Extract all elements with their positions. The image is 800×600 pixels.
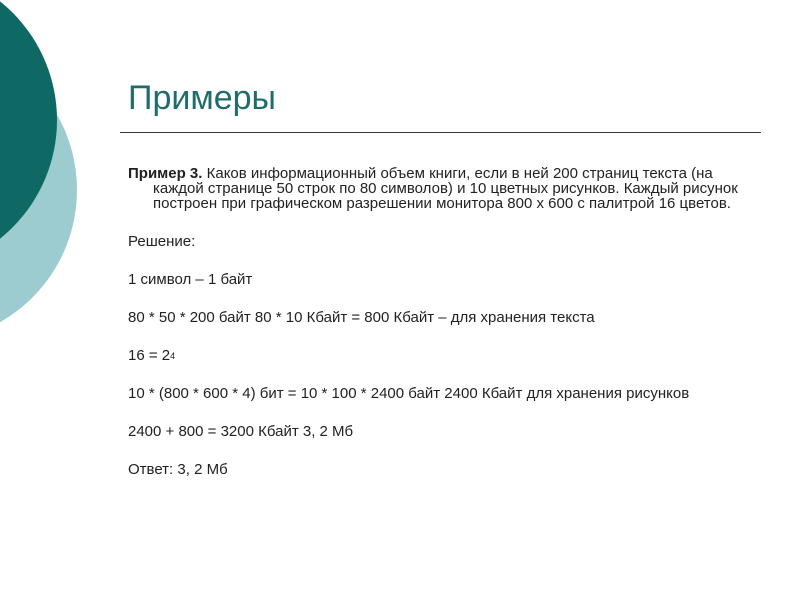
example-text: Каков информационный объем книги, если в ней 200 страниц текста (на каждой странице 50 строк по 80 символов) и 10 цветных рисунков. Каждый рисунок построен при графическом разрешении монитора 800 х 600 с палитрой 16 цветов. [153, 165, 738, 212]
slide-title: Примеры [128, 79, 276, 117]
example-label: Пример 3. [128, 165, 203, 182]
decorative-circles [0, 0, 130, 340]
answer-line: Ответ: 3, 2 Мб [128, 461, 228, 478]
text-storage-line: 80 * 50 * 200 байт 80 * 10 Кбайт = 800 Кбайт – для хранения текста [128, 309, 595, 326]
solution-label: Решение: [128, 233, 196, 250]
title-divider [120, 132, 761, 133]
example-paragraph [128, 166, 748, 211]
slide-content [128, 166, 748, 500]
symbol-line: 1 символ – 1 байт [128, 271, 253, 288]
pictures-line: 10 * (800 * 600 * 4) бит = 10 * 100 * 2400 байт 2400 Кбайт для хранения рисунков [128, 385, 690, 402]
power-base: 16 = 2 [128, 347, 171, 364]
power-line [128, 348, 748, 363]
total-line: 2400 + 800 = 3200 Кбайт 3, 2 Мб [128, 423, 354, 440]
power-exponent: 4 [170, 351, 176, 361]
